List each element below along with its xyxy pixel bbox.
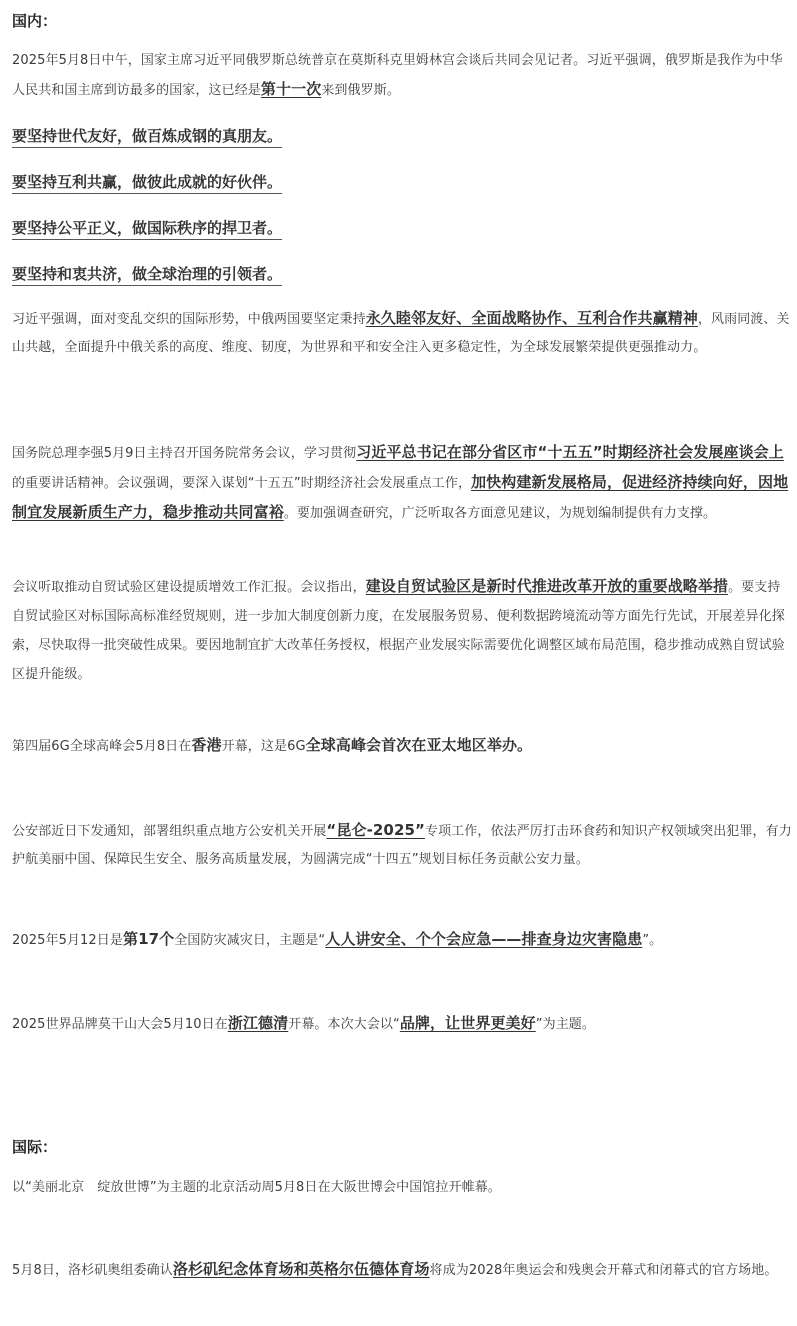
highlight-stadiums: 洛杉矶纪念体育场和英格尔伍德体育场 <box>172 1260 430 1278</box>
paragraph-state-council: 国务院总理李强5月9日主持召开国务院常务会议，学习贯彻习近平总书记在部分省区市“十五五”时期经济社会发展座谈会上的重要讲话精神。会议强调，要深入谋划“十五五”时期经济社会发展重点工作，加快构建新发展格局，促进经济持续向好，因地制宜发展新质生产力，稳步推动共同富裕。要加强调查研究，广泛听取各方面意见建议，为规划编制提供有力支撑。 <box>12 443 789 521</box>
highlight-theme-safety: 人人讲安全、个个会应急——排查身边灾害隐患 <box>325 930 643 948</box>
highlight-spirit: 永久睦邻友好、全面战略协作、互利合作共赢精神 <box>365 309 698 327</box>
paragraph-disaster-day: 2025年5月12日是第17个全国防灾减灾日，主题是“人人讲安全、个个会应急——排查身边灾害隐患”。 <box>12 930 663 948</box>
highlight-brand-theme: 品牌，让世界更美好 <box>399 1014 536 1032</box>
paragraph-brand-conference: 2025世界品牌莫干山大会5月10日在浙江德清开幕。本次大会以“品牌，让世界更美好”为主题。 <box>12 1014 596 1032</box>
paragraph-beijing-week: 以“美丽北京 绽放世博”为主题的北京活动周5月8日在大阪世博会中国馆拉开帷幕。 <box>12 1180 501 1195</box>
paragraph-6g-summit: 第四届6G全球高峰会5月8日在香港开幕，这是6G全球高峰会首次在亚太地区举办。 <box>12 736 533 754</box>
highlight-development: 加快构建新发展格局，促进经济持续向好，因地制宜发展新质生产力，稳步推动共同富裕 <box>12 473 789 521</box>
highlight-hong-kong: 香港 <box>191 736 222 754</box>
paragraph-sino-russian-spirit: 习近平强调，面对变乱交织的国际形势，中俄两国要坚定秉持永久睦邻友好、全面战略协作、互利合作共赢精神，风雨同渡、关山共越，全面提升中俄关系的高度、维度、韧度，为世界和平和安全注入更多稳定性，为全球发展繁荣提供更强推动力。 <box>12 309 790 355</box>
point-mutual-benefit: 要坚持互利共赢，做彼此成就的好伙伴。 <box>12 169 282 195</box>
paragraph-la-olympics: 5月8日，洛杉矶奥组委确认洛杉矶纪念体育场和英格尔伍德体育场将成为2028年奥运会和残奥会开幕式和闭幕式的官方场地。 <box>12 1260 778 1278</box>
highlight-first-asia-pacific: 全球高峰会首次在亚太地区举办。 <box>305 736 533 754</box>
paragraph-putin-meeting: 2025年5月8日中午，国家主席习近平同俄罗斯总统普京在莫斯科克里姆林宫会谈后共同会见记者。习近平强调，俄罗斯是我作为中华人民共和国主席到访最多的国家，这已经是第十一次来到俄罗斯。 <box>12 53 783 98</box>
point-friendship: 要坚持世代友好，做百炼成钢的真朋友。 <box>12 123 282 149</box>
paragraph-free-trade-zone: 会议听取推动自贸试验区建设提质增效工作汇报。会议指出，建设自贸试验区是新时代推进改革开放的重要战略举措。要支持自贸试验区对标国际高标准经贸规则，进一步加大制度创新力度，在发展服务贸易、便利数据跨境流动等方面先行先试，开展差异化探索，尽快取得一批突破性成果。要因地制宜扩大改革任务授权，根据产业发展实际需要优化调整区域布局范围，稳步推动成熟自贸试验区提升能级。 <box>12 577 785 682</box>
highlight-free-trade: 建设自贸试验区是新时代推进改革开放的重要战略举措 <box>365 577 729 595</box>
highlight-deqing: 浙江德清 <box>227 1014 289 1032</box>
point-justice: 要坚持公平正义，做国际秩序的捍卫者。 <box>12 215 282 241</box>
section-heading-domestic: 国内： <box>12 12 58 30</box>
section-heading-international: 国际： <box>12 1138 58 1156</box>
point-governance: 要坚持和衷共济，做全球治理的引领者。 <box>12 261 282 287</box>
highlight-eleventh-visit: 第十一次 <box>260 80 322 98</box>
highlight-symposium: 习近平总书记在部分省区市“十五五”时期经济社会发展座谈会上 <box>356 443 784 461</box>
paragraph-kunlun: 公安部近日下发通知，部署组织重点地方公安机关开展“昆仑-2025”专项工作，依法严厉打击环食药和知识产权领域突出犯罪，有力护航美丽中国、保障民生安全、服务高质量发展，为圆满完成“十四五”规划目标任务贡献公安力量。 <box>12 821 792 867</box>
highlight-17th: 第17个 <box>123 930 175 948</box>
highlight-kunlun: “昆仑-2025” <box>326 821 425 839</box>
